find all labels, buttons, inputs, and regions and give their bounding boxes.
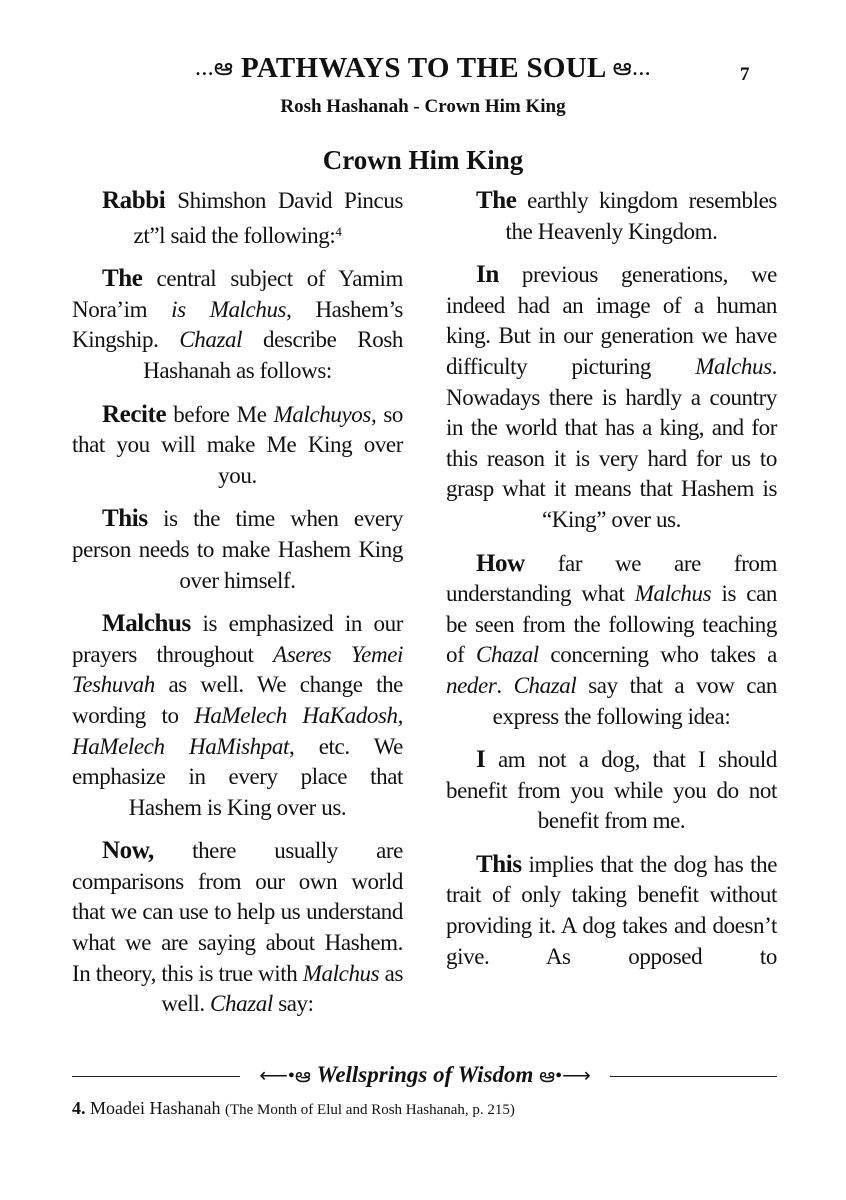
paragraph-text: , Hashem’s Kingship. xyxy=(72,296,403,353)
paragraph-lead-word: Recite xyxy=(102,400,167,428)
paragraph-lead-word: Now, xyxy=(102,837,154,865)
italic-term: is Malchus xyxy=(171,296,287,322)
paragraph-text: say: xyxy=(272,991,314,1017)
running-header xyxy=(0,52,846,92)
paragraph xyxy=(446,850,777,972)
italic-term: Malchus xyxy=(634,581,712,607)
paragraph-lead-word: This xyxy=(476,850,522,878)
footer-brand-text: Wellsprings of Wisdom xyxy=(316,1062,534,1087)
paragraph-text: central subject of Yamim Nora’im xyxy=(72,266,403,322)
italic-term: HaMelech HaKadosh, HaMelech HaMishpat xyxy=(72,702,403,759)
italic-term: Malchuyos xyxy=(273,401,371,427)
paragraph-lead-word: This xyxy=(102,505,148,533)
paragraph-lead-word: I xyxy=(476,746,486,774)
paragraph-lead-word: In xyxy=(476,261,499,289)
paragraph xyxy=(446,549,777,733)
italic-term: Aseres Yemei Teshuvah xyxy=(72,641,404,698)
paragraph-text: previous generations, we indeed had an image of a human king. But in our generation we have difficulty picturing xyxy=(446,262,777,379)
paragraph xyxy=(72,609,403,823)
paragraph xyxy=(72,504,403,596)
paragraph-text: , etc. We emphasize in every place that Hashem is King over us. xyxy=(72,733,403,820)
italic-term: Chazal xyxy=(476,642,539,668)
paragraph xyxy=(446,745,777,837)
paragraph-text: as well. We change the wording to xyxy=(72,672,403,728)
paragraph-lead-word: The xyxy=(102,265,143,293)
paragraph-text: am not a dog, that I should benefit from you while you do not benefit from me. xyxy=(446,747,777,834)
italic-term: Chazal xyxy=(210,991,273,1017)
paragraph-text: concerning who takes a xyxy=(538,642,777,668)
paragraph-lead-word: Malchus xyxy=(102,610,191,638)
ornament-left: ...ఆ xyxy=(195,55,234,81)
paragraph-text: Shimshon David Pincus zt”l said the following: xyxy=(133,188,403,248)
paragraph-text: is the time when every person needs to make Hashem King over himself. xyxy=(72,506,403,593)
paragraph-lead-word: How xyxy=(476,549,525,577)
footnote-reference[interactable]: 4 xyxy=(335,223,342,239)
paragraph xyxy=(72,836,403,1020)
paragraph-text: say that a vow can express the following idea: xyxy=(492,672,777,729)
footer-rule-right xyxy=(604,1076,777,1077)
paragraph-text: is can be seen from the following teaching of xyxy=(446,581,777,668)
book-title xyxy=(130,52,716,89)
paragraph-text: . Nowadays there is hardly a country in the world that has a king, and for this reason it is very hard for us to grasp what it means that Hashem is “King” over us. xyxy=(446,353,777,532)
italic-term: Chazal xyxy=(513,672,577,698)
italic-term: Malchus xyxy=(695,353,772,379)
paragraph-text: , so that you will make Me King over you. xyxy=(72,401,403,488)
paragraph-text: implies that the dog has the trait of only taking benefit without providing it. A dog takes and doesn’t give. As opposed to xyxy=(446,851,777,969)
footnote-number: 4. xyxy=(72,1098,86,1118)
paragraph xyxy=(446,260,777,535)
paragraph xyxy=(446,186,777,247)
footer-ornament-left: ⟵•ఆ xyxy=(259,1065,311,1087)
book-title-text: PATHWAYS TO THE SOUL xyxy=(240,52,606,84)
paragraph-lead-word: Rabbi xyxy=(102,187,166,214)
paragraph-lead-word: The xyxy=(476,187,517,214)
section-title: Crown Him King xyxy=(322,145,524,175)
ornament-right: ఆ... xyxy=(612,55,651,81)
paragraph-text: as well. xyxy=(161,960,403,1017)
paragraph xyxy=(72,400,403,492)
paragraph-text: far we are from understanding what xyxy=(446,550,777,607)
italic-term: Malchus xyxy=(302,960,380,986)
right-column xyxy=(446,186,777,972)
page-number: 7 xyxy=(740,64,750,85)
italic-term: Chazal xyxy=(179,327,243,353)
footnote xyxy=(72,1098,792,1119)
paragraph xyxy=(72,264,403,386)
footer-brand xyxy=(240,1062,610,1092)
footnote-detail: (The Month of Elul and Rosh Hashanah, p. 215) xyxy=(224,1102,515,1118)
paragraph-text: earthly kingdom resembles the Heavenly Kingdom. xyxy=(505,188,777,244)
chapter-subtitle: Rosh Hashanah - Crown Him King xyxy=(280,96,566,117)
paragraph xyxy=(72,186,403,251)
footer-ornament-right: ఆ•⟶ xyxy=(539,1065,591,1087)
paragraph-text: there usually are comparisons from our own world that we can use to help us understand what we are saying about Hashem. In theory, this is true with xyxy=(72,838,403,986)
italic-term: neder xyxy=(446,672,497,698)
left-column xyxy=(72,186,403,1033)
paragraph-text: . xyxy=(496,672,514,698)
paragraph-text: before Me xyxy=(166,401,274,427)
footnote-source: Moadei Hashanah xyxy=(90,1098,221,1118)
footer-rule-left xyxy=(72,1076,247,1077)
paragraph-text: is emphasized in our prayers throughout xyxy=(72,611,403,667)
paragraph-text: describe Rosh Hashanah as follows: xyxy=(143,327,403,383)
